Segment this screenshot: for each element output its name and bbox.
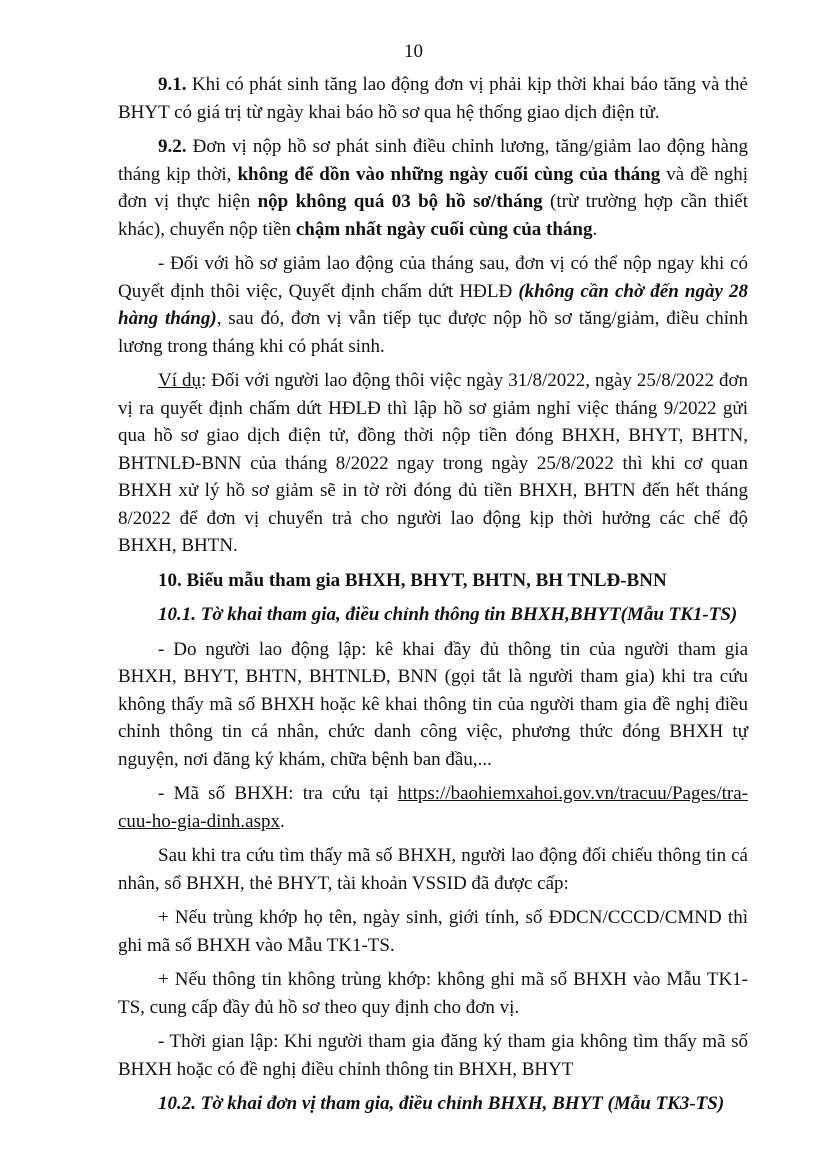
paragraph-10-1-d: + Nếu trùng khớp họ tên, ngày sinh, giới tính, số ĐDCN/CCCD/CMND thì ghi mã số BHXH vào Mẫu TK1-TS. (118, 907, 748, 956)
paragraph-example: Ví dụ: Đối với người lao động thôi việc ngày 31/8/2022, ngày 25/8/2022 đơn vị ra quyết định chấm dứt HĐLĐ thì lập hồ sơ giảm nghỉ việc tháng 9/2022 gửi qua hồ sơ giao dịch điện tử, đồng thời nộp tiền đóng BHXH, BHYT, BHTN, BHTNLĐ-BNN của tháng 8/2022 ngay trong ngày 25/8/2022 thì khi cơ quan BHXH xử lý hồ sơ giảm sẽ in tờ rời đóng đủ tiền BHXH, BHTN đến hết tháng 8/2022 để đơn vị chuyển trả cho người lao động kịp thời hưởng các chế độ BHXH, BHTN. (118, 370, 748, 556)
lookup-link[interactable]: https://baohiemxahoi.gov.vn/tracuu/Pages/tra-cuu-ho-gia-dinh.aspx (118, 783, 748, 832)
paragraph-10-1-e: + Nếu thông tin không trùng khớp: không ghi mã số BHXH vào Mẫu TK1-TS, cung cấp đầy đủ hồ sơ theo quy định cho đơn vị. (118, 969, 748, 1018)
heading-section-10-1: 10.1. Tờ khai tham gia, điều chỉnh thông tin BHXH,BHYT(Mẫu TK1-TS) (158, 604, 738, 625)
section-number-9-1: 9.1. (158, 74, 187, 95)
section-number-9-2: 9.2. (158, 136, 187, 157)
paragraph-10-1-b: - Mã số BHXH: tra cứu tại https://baohiemxahoi.gov.vn/tracuu/Pages/tra-cuu-ho-gia-dinh.aspx. (118, 783, 748, 832)
paragraph-9-1: 9.1. Khi có phát sinh tăng lao động đơn vị phải kịp thời khai báo tăng và thẻ BHYT có giá trị từ ngày khai báo hồ sơ qua hệ thống giao dịch điện tử. (118, 74, 748, 123)
page-number: 10 (404, 41, 423, 62)
example-label: Ví dụ (158, 370, 201, 391)
heading-section-10: 10. Biểu mẫu tham gia BHXH, BHYT, BHTN, BH TNLĐ-BNN (158, 569, 667, 591)
paragraph-10-1-c: Sau khi tra cứu tìm thấy mã số BHXH, người lao động đối chiếu thông tin cá nhân, sổ BHXH, thẻ BHYT, tài khoản VSSID đã được cấp: (118, 845, 748, 894)
paragraph-9-2: 9.2. Đơn vị nộp hồ sơ phát sinh điều chỉnh lương, tăng/giảm lao động hàng tháng kịp thời, không để dồn vào những ngày cuối cùng của tháng và đề nghị đơn vị thực hiện nộp không quá 03 bộ hồ sơ/tháng (trừ trường hợp cần thiết khác), chuyển nộp tiền chậm nhất ngày cuối cùng của tháng. (118, 136, 748, 240)
paragraph-10-1-f: - Thời gian lập: Khi người tham gia đăng ký tham gia không tìm thấy mã số BHXH hoặc có đề nghị điều chỉnh thông tin BHXH, BHYT (118, 1031, 748, 1080)
paragraph-9-2-note: - Đối với hồ sơ giảm lao động của tháng sau, đơn vị có thể nộp ngay khi có Quyết định thôi việc, Quyết định chấm dứt HĐLĐ (không cần chờ đến ngày 28 hàng tháng), sau đó, đơn vị vẫn tiếp tục được nộp hồ sơ tăng/giảm, điều chỉnh lương trong tháng khi có phát sinh. (118, 253, 749, 357)
heading-section-10-2: 10.2. Tờ khai đơn vị tham gia, điều chỉnh BHXH, BHYT (Mẫu TK3-TS) (158, 1093, 725, 1114)
paragraph-10-1-a: - Do người lao động lập: kê khai đầy đủ thông tin của người tham gia BHXH, BHYT, BHTN, BHTNLĐ, BNN (gọi tắt là người tham gia) khi tra cứu không thấy mã số BHXH hoặc kê khai thông tin của người tham gia đề nghị điều chỉnh thông tin cá nhân, chức danh công việc, phương thức đóng BHXH tự nguyện, nơi đăng ký khám, chữa bệnh ban đầu,... (118, 638, 748, 770)
document-body (118, 71, 748, 1125)
